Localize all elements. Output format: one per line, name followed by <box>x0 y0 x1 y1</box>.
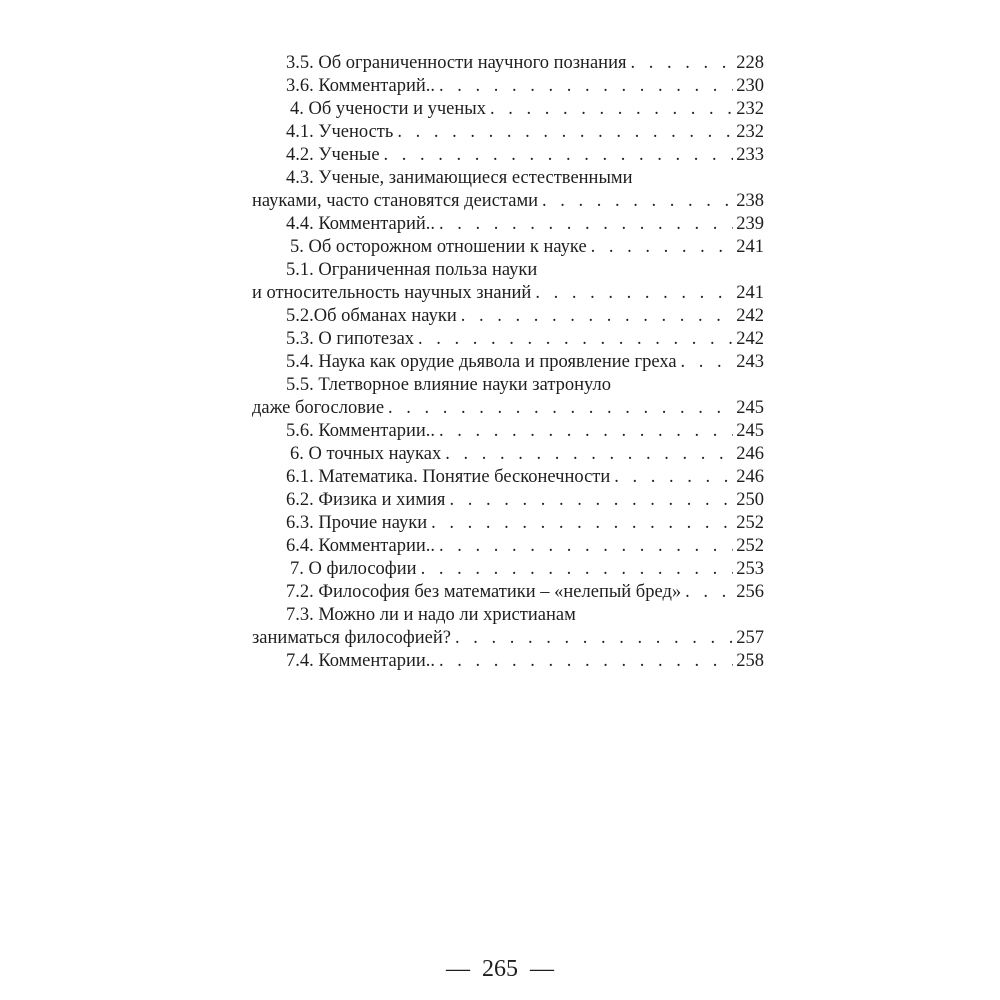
toc-entry-page-number: 242 <box>736 306 764 326</box>
toc-entry-title: 7. О философии <box>290 559 417 579</box>
toc-entry <box>252 489 764 512</box>
toc-entry <box>252 558 764 581</box>
toc-entry <box>252 512 764 535</box>
dot-leader <box>535 282 733 305</box>
toc-entry-page-number: 245 <box>736 398 764 418</box>
toc-entry <box>252 167 764 213</box>
toc-entry-title: 6.4. Комментарии.. <box>286 536 436 556</box>
toc-entry-title-first-line: 7.3. Можно ли и надо ли христианам <box>286 605 576 625</box>
toc-entry <box>252 466 764 489</box>
toc-entry <box>252 328 764 351</box>
toc-entry-title: 6.2. Физика и химия <box>286 490 446 510</box>
toc-entry <box>252 650 764 673</box>
dot-leader <box>630 52 733 75</box>
toc-entry-page-number: 250 <box>736 490 764 510</box>
toc-entry-line <box>252 443 764 466</box>
toc-entry-title: 7.4. Комментарии.. <box>286 651 436 671</box>
toc-entry-line <box>252 581 764 604</box>
dot-leader <box>418 328 733 351</box>
toc-entry <box>252 98 764 121</box>
dot-leader <box>461 305 734 328</box>
toc-entry <box>252 374 764 420</box>
toc-entry <box>252 236 764 259</box>
toc-entry-line <box>252 535 764 558</box>
toc-entry-line <box>252 650 764 673</box>
dot-leader <box>449 489 733 512</box>
toc-entry-title: 4.4. Комментарий.. <box>286 214 436 234</box>
dot-leader <box>490 98 733 121</box>
toc-entry <box>252 213 764 236</box>
dot-leader <box>388 397 733 420</box>
toc-entry-page-number: 233 <box>736 145 764 165</box>
dot-leader <box>431 512 733 535</box>
toc-entry-page-number: 252 <box>736 536 764 556</box>
toc-entry <box>252 443 764 466</box>
toc-entry <box>252 581 764 604</box>
toc-entry <box>252 52 764 75</box>
dot-leader <box>591 236 734 259</box>
toc-entry-title: 5. Об осторожном отношении к науке <box>290 237 587 257</box>
toc-entry-title: 6.1. Математика. Понятие бесконечности <box>286 467 611 487</box>
toc-entry <box>252 351 764 374</box>
toc-entry-page-number: 228 <box>736 53 764 73</box>
toc-entry-title: 7.2. Философия без математики – «нелепый бред» <box>286 582 682 602</box>
toc-entry-title: 6. О точных науках <box>290 444 442 464</box>
toc-entry <box>252 259 764 305</box>
toc-entry-line <box>252 328 764 351</box>
toc-entry-page-number: 241 <box>736 283 764 303</box>
toc-entry-line <box>252 489 764 512</box>
dot-leader <box>439 650 733 673</box>
toc-entry-line <box>252 144 764 167</box>
toc-entry-page-number: 242 <box>736 329 764 349</box>
dot-leader <box>421 558 734 581</box>
toc-entry-title: заниматься философией? <box>252 628 452 648</box>
toc-entry <box>252 535 764 558</box>
dot-leader <box>681 351 734 374</box>
dot-leader <box>445 443 733 466</box>
toc-entry-page-number: 232 <box>736 99 764 119</box>
toc-entry-title: 5.4. Наука как орудие дьявола и проявление греха <box>286 352 677 372</box>
toc-entry-page-number: 232 <box>736 122 764 142</box>
toc-entry-title: 5.6. Комментарии.. <box>286 421 436 441</box>
toc-entry-line <box>252 305 764 328</box>
toc-entry-title: даже богословие <box>252 398 385 418</box>
toc-entry-page-number: 241 <box>736 237 764 257</box>
toc-entry-title: 3.5. Об ограниченности научного познания <box>286 53 627 73</box>
toc-entry-line <box>252 420 764 443</box>
toc-entry-title-first-line: 4.3. Ученые, занимающиеся естественными <box>286 168 633 188</box>
toc-entry-page-number: 245 <box>736 421 764 441</box>
toc-entry-title: 4.1. Ученость <box>286 122 394 142</box>
toc-entry-line <box>252 512 764 535</box>
toc-entry-line <box>252 627 764 650</box>
toc-entry-title: 4. Об учености и ученых <box>290 99 486 119</box>
dot-leader <box>614 466 733 489</box>
toc-entry-page-number: 230 <box>736 76 764 96</box>
page-number: 265 <box>482 956 518 982</box>
toc-entry-line <box>252 397 764 420</box>
toc-entry-line <box>252 98 764 121</box>
toc-entry-title: 4.2. Ученые <box>286 145 380 165</box>
toc-entry-page-number: 256 <box>736 582 764 602</box>
toc-entry-title: 6.3. Прочие науки <box>286 513 428 533</box>
dot-leader <box>685 581 733 604</box>
toc-entry-page-number: 246 <box>736 467 764 487</box>
toc-entry <box>252 121 764 144</box>
toc-entry-page-number: 246 <box>736 444 764 464</box>
toc-entry <box>252 420 764 443</box>
toc-entry-title-first-line: 5.5. Тлетворное влияние науки затронуло <box>286 375 611 395</box>
toc-entry-title: и относительность научных знаний <box>252 283 532 303</box>
page-footer <box>0 956 1000 983</box>
dot-leader <box>542 190 733 213</box>
dot-leader <box>455 627 733 650</box>
dot-leader <box>439 75 733 98</box>
footer-dash-right: — <box>530 956 554 982</box>
footer-dash-left: — <box>446 956 470 982</box>
toc-entry <box>252 604 764 650</box>
toc-entry-line <box>252 213 764 236</box>
toc-entry-line <box>252 190 764 213</box>
dot-leader <box>439 213 733 236</box>
toc-entry-title: 3.6. Комментарий.. <box>286 76 436 96</box>
toc-entry-title: 5.3. О гипотезах <box>286 329 415 349</box>
toc-entry-title-first-line: 5.1. Ограниченная польза науки <box>286 260 538 280</box>
toc-entry <box>252 305 764 328</box>
toc-entry-line <box>252 52 764 75</box>
dot-leader <box>397 121 733 144</box>
toc-entry-line <box>252 236 764 259</box>
toc-entry-page-number: 243 <box>736 352 764 372</box>
table-of-contents <box>252 52 764 673</box>
toc-entry-page-number: 258 <box>736 651 764 671</box>
toc-entry-page-number: 239 <box>736 214 764 234</box>
dot-leader <box>384 144 734 167</box>
dot-leader <box>439 420 733 443</box>
toc-entry-line <box>252 75 764 98</box>
toc-entry-line <box>252 282 764 305</box>
toc-entry-title: 5.2.Об обманах науки <box>286 306 457 326</box>
toc-entry-line <box>252 121 764 144</box>
toc-entry-page-number: 257 <box>736 628 764 648</box>
toc-entry-line <box>252 466 764 489</box>
toc-entry-page-number: 238 <box>736 191 764 211</box>
dot-leader <box>439 535 733 558</box>
toc-entry-title: науками, часто становятся деистами <box>252 191 539 211</box>
toc-entry <box>252 144 764 167</box>
toc-entry-line <box>252 558 764 581</box>
toc-entry-page-number: 253 <box>736 559 764 579</box>
toc-entry-line <box>252 351 764 374</box>
toc-entry <box>252 75 764 98</box>
toc-entry-page-number: 252 <box>736 513 764 533</box>
